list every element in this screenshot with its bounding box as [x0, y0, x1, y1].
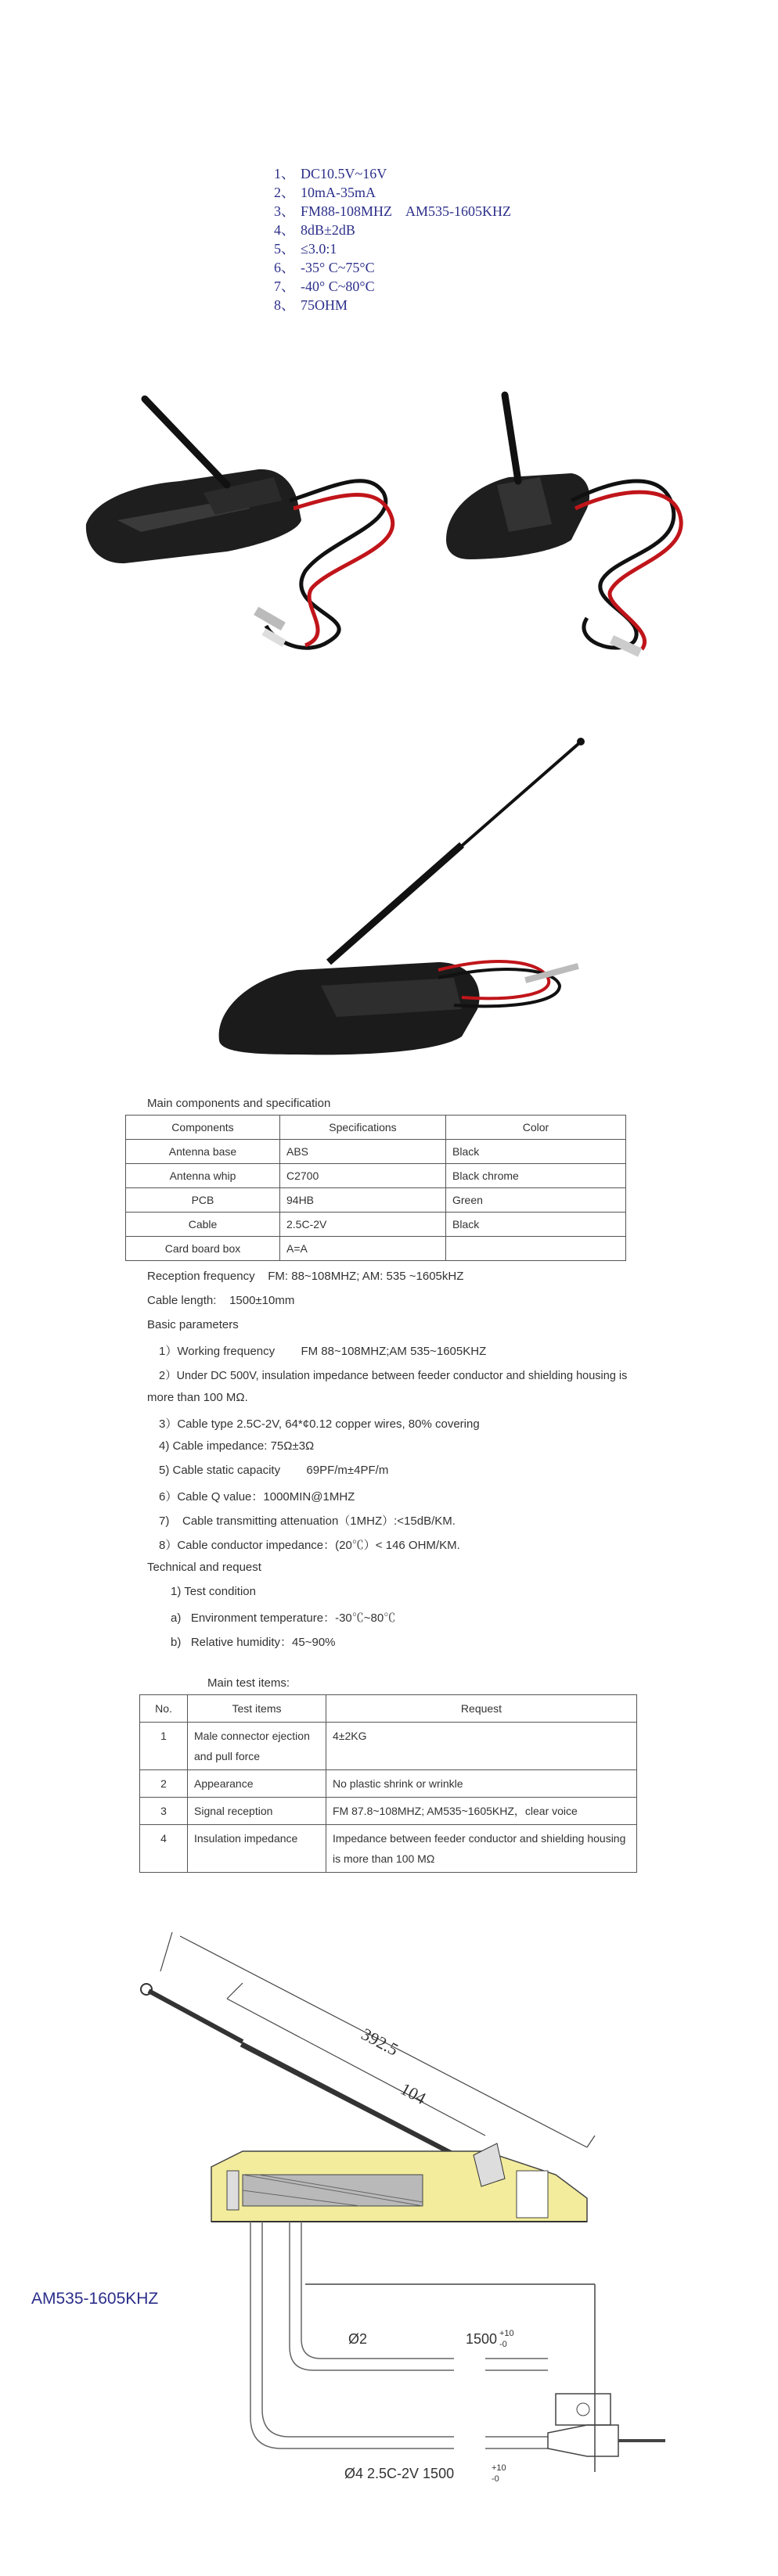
components-table: [125, 1115, 626, 1261]
tol-top-b-label: -0: [499, 2340, 507, 2349]
relative-humidity: b) Relative humidity：45~90%: [171, 1636, 336, 1649]
table-row: [126, 1213, 626, 1237]
table-cell: Cable: [126, 1213, 280, 1237]
param-insulation-line1: 2）Under DC 500V, insulation impedance between feeder conductor and shielding housing is: [159, 1370, 628, 1382]
table-cell: Appearance: [188, 1770, 326, 1798]
tol-bot-b-label: -0: [492, 2474, 499, 2484]
antenna-left-icon: [86, 399, 393, 648]
cable-length: Cable length: 1500±10mm: [147, 1294, 295, 1307]
table-cell: 4±2KG: [326, 1723, 637, 1770]
antenna-right-icon: [446, 395, 681, 657]
connector-icon: [548, 2394, 665, 2456]
table-cell: Black: [446, 1140, 626, 1164]
table-header: No.: [140, 1695, 188, 1723]
tol-bot-label: +10: [492, 2463, 506, 2473]
table-cell: FM 87.8~108MHZ; AM535~1605KHZ，clear voice: [326, 1798, 637, 1825]
param-cable-type: 3）Cable type 2.5C-2V, 64*¢0.12 copper wires, 80% covering: [159, 1417, 480, 1431]
table-row: [126, 1164, 626, 1188]
param-attenuation: 7) Cable transmitting attenuation（1MHZ）:<15dB/KM.: [159, 1514, 456, 1528]
environment-temperature: a) Environment temperature：-30℃~80℃: [171, 1611, 396, 1625]
table-header: Components: [126, 1116, 280, 1140]
table-cell: Signal reception: [188, 1798, 326, 1825]
diameter-2-label: Ø2: [348, 2331, 368, 2347]
spec-item-4: 4、 8dB±2dB: [274, 222, 355, 238]
table-cell: 4: [140, 1825, 188, 1873]
param-q-value: 6）Cable Q value：1000MIN@1MHZ: [159, 1490, 355, 1504]
table-cell: Green: [446, 1188, 626, 1213]
antenna-pair-photo: [70, 383, 689, 673]
table-row: [140, 1770, 637, 1798]
table-cell: Card board box: [126, 1237, 280, 1261]
table-cell: PCB: [126, 1188, 280, 1213]
components-title: Main components and specification: [147, 1097, 331, 1110]
table-cell: C2700: [280, 1164, 446, 1188]
table-header: Specifications: [280, 1116, 446, 1140]
tol-top-label: +10: [499, 2329, 514, 2338]
spec-item-2: 2、 10mA-35mA: [274, 185, 376, 200]
table-cell: 2: [140, 1770, 188, 1798]
param-conductor-impedance: 8）Cable conductor impedance：(20℃）< 146 OHM/KM.: [159, 1539, 460, 1552]
diameter-4-label: Ø4 2.5C-2V 1500: [344, 2466, 455, 2481]
table-cell: 1: [140, 1723, 188, 1770]
whip-icon: [141, 1984, 470, 2159]
table-cell: No plastic shrink or wrinkle: [326, 1770, 637, 1798]
spec-item-1: 1、 DC10.5V~16V: [274, 166, 387, 181]
param-working-frequency: 1）Working frequency FM 88~108MHZ;AM 535~1605KHZ: [159, 1345, 487, 1358]
table-header: Color: [446, 1116, 626, 1140]
spec-list: [274, 164, 603, 314]
length-top-label: 1500: [466, 2331, 498, 2347]
table-cell: [446, 1237, 626, 1261]
extended-antenna-photo: [204, 728, 611, 1064]
table-header: Test items: [188, 1695, 326, 1723]
table-header-row: [140, 1695, 637, 1723]
dim-total-label: 392.5: [358, 2024, 402, 2060]
table-row: [140, 1798, 637, 1825]
dim-whip-label: 104: [397, 2078, 430, 2108]
spec-item-7: 7、 -40° C~80°C: [274, 278, 375, 294]
table-header-row: [126, 1116, 626, 1140]
table-header: Request: [326, 1695, 637, 1723]
table-row: [140, 1723, 637, 1770]
table-cell: 3: [140, 1798, 188, 1825]
table-cell: 94HB: [280, 1188, 446, 1213]
technical-request-heading: Technical and request: [147, 1561, 261, 1574]
table-cell: Insulation impedance: [188, 1825, 326, 1873]
spec-item-6: 6、 -35° C~75°C: [274, 260, 375, 275]
table-cell: A=A: [280, 1237, 446, 1261]
table-row: [126, 1140, 626, 1164]
reception-frequency: Reception frequency FM: 88~108MHZ; AM: 535 ~1605kHZ: [147, 1270, 464, 1283]
table-row: [126, 1237, 626, 1261]
param-static-capacity: 5) Cable static capacity 69PF/m±4PF/m: [159, 1464, 389, 1477]
table-row: [140, 1825, 637, 1873]
spec-item-5: 5、 ≤3.0:1: [274, 241, 337, 257]
table-cell: 2.5C-2V: [280, 1213, 446, 1237]
table-cell: Male connector ejection and pull force: [188, 1723, 326, 1770]
table-cell: Impedance between feeder conductor and shielding housing is more than 100 MΩ: [326, 1825, 637, 1873]
test-condition: 1) Test condition: [171, 1585, 256, 1598]
table-cell: Black: [446, 1213, 626, 1237]
spec-item-8: 8、 75OHM: [274, 297, 348, 313]
param-cable-impedance: 4) Cable impedance: 75Ω±3Ω: [159, 1439, 315, 1453]
table-row: [126, 1188, 626, 1213]
table-cell: Black chrome: [446, 1164, 626, 1188]
am-label: AM535-1605KHZ: [31, 2290, 159, 2308]
basic-parameters-heading: Basic parameters: [147, 1318, 239, 1331]
table-cell: Antenna base: [126, 1140, 280, 1164]
table-cell: Antenna whip: [126, 1164, 280, 1188]
spec-item-3: 3、 FM88-108MHZ AM535-1605KHZ: [274, 203, 512, 219]
cable-drawing: [250, 2222, 595, 2472]
antenna-base-icon: [211, 2143, 587, 2222]
test-items-table: [139, 1694, 637, 1873]
test-items-title: Main test items:: [207, 1676, 290, 1690]
table-cell: ABS: [280, 1140, 446, 1164]
technical-drawing: [31, 1909, 704, 2503]
param-insulation-line2: more than 100 MΩ.: [147, 1391, 248, 1404]
